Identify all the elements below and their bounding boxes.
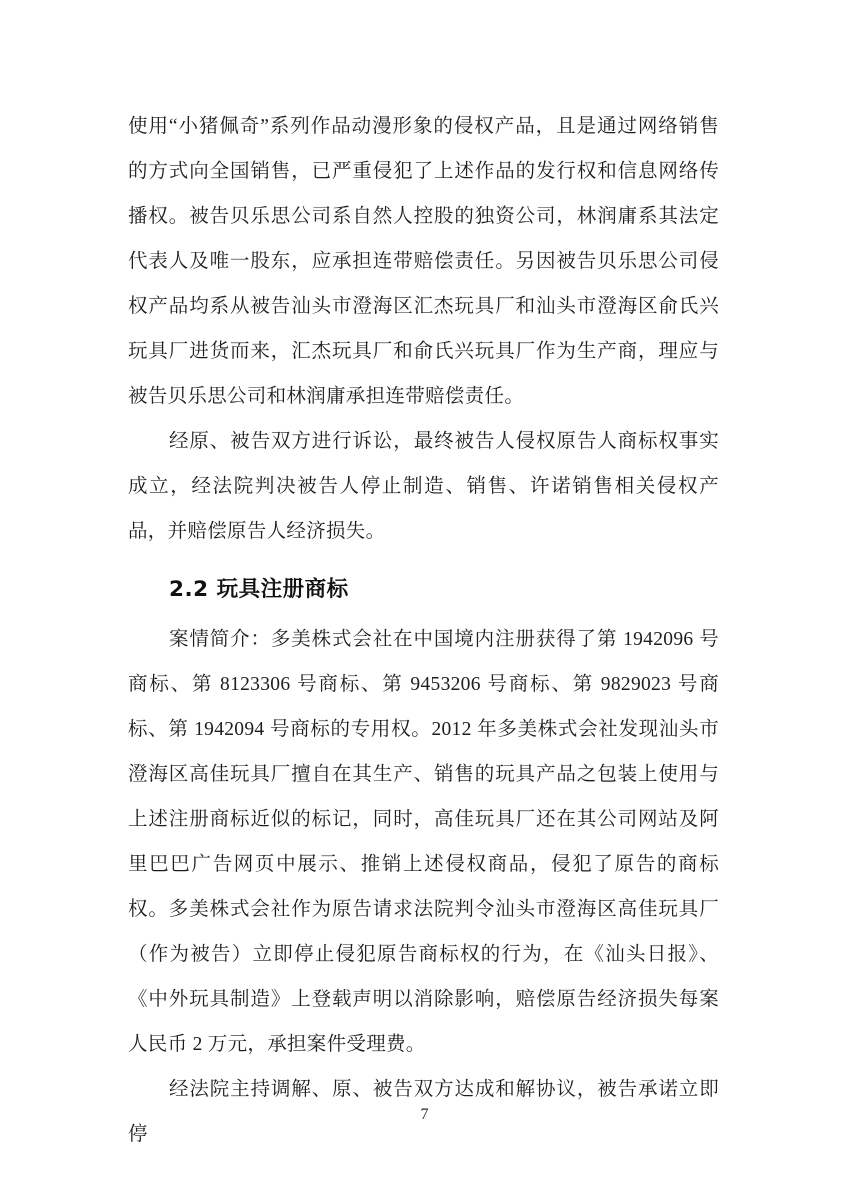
page-number: 7: [420, 1106, 429, 1123]
paragraph-lawsuit-outcome: 经原、被告双方进行诉讼，最终被告人侵权原告人商标权事实成立，经法院判决被告人停止制造、销售、许诺销售相关侵权产品，并赔偿原告人经济损失。: [128, 431, 719, 542]
paragraph-case-summary: 案情简介：多美株式会社在中国境内注册获得了第 1942096 号商标、第 8123306 号商标、第 9453206 号商标、第 9829023 号商标、第 1942094 号商标的专用权。2012 年多美株式会社发现汕头市澄海区高佳玩具厂擅自在其生产、销售的玩具产品之包装上使用与上述注册商标近似的标记，同时，高佳玩具厂还在其公司网站及阿里巴巴广告网页中展示、推销上述侵权商品，侵犯了原告的商标权。多美株式会社作为原告请求法院判令汕头市澄海区高佳玩具厂（作为被告）立即停止侵犯原告商标权的行为，在《汕头日报》、《中外玩具制造》上登载声明以消除影响，赔偿原告经济损失每案人民币 2 万元，承担案件受理费。: [128, 629, 719, 1055]
paragraph-mediation: 经法院主持调解、原、被告双方达成和解协议，被告承诺立即停: [128, 1079, 719, 1145]
paragraph-continued-from-previous-page: 使用“小猪佩奇”系列作品动漫形象的侵权产品，且是通过网络销售的方式向全国销售，已严重侵犯了上述作品的发行权和信息网络传播权。被告贝乐思公司系自然人控股的独资公司，林润庸系其法定代表人及唯一股东，应承担连带赔偿责任。另因被告贝乐思公司侵权产品均系从被告汕头市澄海区汇杰玩具厂和汕头市澄海区俞氏兴玩具厂进货而来，汇杰玩具厂和俞氏兴玩具厂作为生产商，理应与被告贝乐思公司和林润庸承担连带赔偿责任。: [128, 116, 719, 407]
page-content: [128, 104, 719, 1157]
section-heading-2-2: 2.2 玩具注册商标: [169, 577, 349, 602]
